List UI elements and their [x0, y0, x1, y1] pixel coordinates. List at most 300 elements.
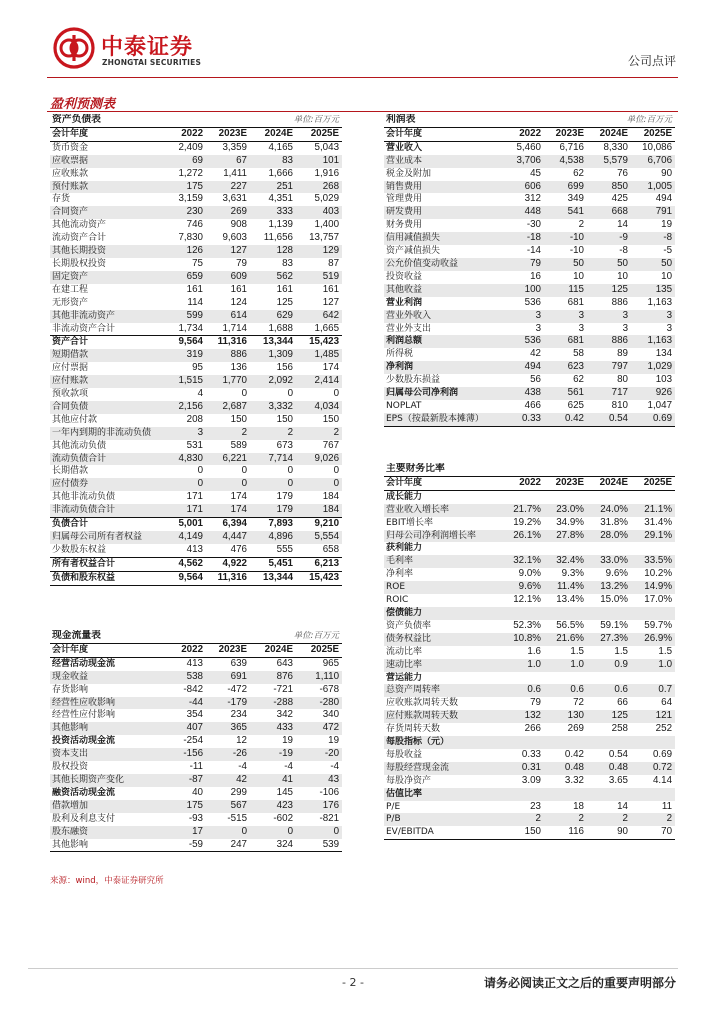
row-value: -93: [188, 812, 204, 824]
row-value: -11: [189, 761, 204, 773]
data-source-note: 来源：wind，中泰证券研究所: [50, 876, 164, 886]
table-row: [384, 219, 675, 232]
row-value: -678: [319, 683, 340, 695]
table-row: [384, 181, 675, 194]
column-header-year: 2024E: [587, 127, 631, 141]
table-title-row: [384, 114, 675, 127]
row-label: 货币资金: [52, 142, 89, 153]
row-value: 1,400: [314, 219, 340, 231]
row-value: 62: [573, 374, 585, 386]
row-label: 应收账款周转天数: [386, 698, 459, 709]
row-label: 一年内到期的非流动负债: [50, 427, 162, 440]
row-value: 3.09: [521, 774, 541, 786]
row-value: 66: [617, 697, 628, 709]
row-value: 555: [276, 543, 294, 555]
row-value: 33.5%: [631, 555, 675, 568]
row-label: 所有者权益合计: [50, 557, 162, 571]
row-value: 438: [501, 387, 544, 400]
row-label: NOPLAT: [386, 400, 422, 411]
row-label: 短期借款: [50, 349, 162, 362]
row-value: 11,316: [206, 336, 250, 349]
row-value: 3,159: [178, 193, 204, 205]
table-row: [50, 206, 342, 219]
row-label: 其他长期资产变化: [50, 774, 162, 787]
row-value: 4,447: [206, 531, 250, 544]
row-value: 16: [530, 270, 542, 282]
row-value: 643: [276, 657, 294, 669]
row-value: [587, 542, 631, 555]
row-value: 926: [631, 387, 675, 400]
row-value: 129: [296, 245, 342, 258]
row-value: 0: [206, 478, 250, 491]
row-value: 0.33: [521, 748, 541, 760]
row-value: 1.5: [658, 645, 673, 657]
row-value: [544, 490, 587, 503]
row-value: 15,423: [296, 336, 342, 349]
row-value: 13.2%: [587, 581, 631, 594]
row-value: 2: [544, 813, 587, 826]
row-value: 26.1%: [501, 530, 544, 543]
row-value: 58: [573, 348, 585, 360]
row-value: -288: [250, 697, 296, 710]
row-value: 699: [544, 181, 587, 194]
row-value: -30: [526, 219, 542, 231]
table-row: [50, 258, 342, 271]
table-row: [384, 697, 675, 710]
table-row: [50, 761, 342, 774]
row-value: 403: [296, 206, 342, 219]
row-value: 171: [186, 491, 204, 503]
row-label: 税金及附加: [386, 168, 432, 179]
column-header-label: 会计年度: [50, 643, 162, 657]
row-value: 9.3%: [561, 568, 584, 580]
row-value: 12: [236, 735, 248, 747]
row-value: 3,706: [501, 155, 544, 168]
row-value: 1,734: [178, 322, 204, 334]
row-label: 负债合计: [50, 518, 162, 531]
row-label: P/B: [384, 813, 501, 826]
row-value: 3: [162, 427, 206, 440]
row-label: 长期借款: [52, 466, 89, 477]
row-value: 45: [530, 167, 542, 179]
table-row: [50, 531, 342, 544]
row-label: 营业外收入: [384, 310, 501, 323]
row-value: 541: [544, 206, 587, 219]
row-value: 797: [587, 361, 631, 374]
table-row: [384, 775, 675, 788]
column-header-year: 2024E: [250, 127, 296, 141]
table-row: [50, 336, 342, 349]
table-row: [384, 232, 675, 245]
row-value: 125: [587, 710, 631, 723]
row-label: 资产合计: [50, 336, 162, 349]
row-value: 132: [501, 710, 544, 723]
table-row: [50, 168, 342, 181]
row-value: 174: [230, 491, 248, 503]
row-value: 13,344: [250, 336, 296, 349]
row-label: 资本支出: [50, 748, 162, 761]
row-label: 信用减值损失: [384, 232, 501, 245]
row-value: 623: [544, 361, 587, 374]
row-value: 6,213: [296, 557, 342, 571]
row-label: 每股净资产: [386, 775, 432, 786]
row-value: -10: [569, 245, 585, 257]
table-row: [384, 788, 675, 801]
row-label: 其他流动负债: [52, 440, 107, 451]
row-value: [631, 736, 675, 749]
row-value: 150: [276, 413, 294, 425]
row-value: 908: [230, 219, 248, 231]
row-value: 0: [287, 388, 294, 400]
table-header-row: [50, 127, 342, 141]
row-value: -179: [206, 697, 250, 710]
row-value: 31.8%: [600, 516, 628, 528]
table-title: 现金流量表: [52, 630, 101, 641]
row-value: 0.48: [544, 762, 587, 775]
row-value: 134: [655, 348, 673, 360]
row-label: 毛利率: [384, 555, 501, 568]
row-value: 124: [230, 296, 248, 308]
row-value: 7,893: [250, 518, 296, 531]
table-row: [384, 542, 675, 555]
row-value: 810: [611, 399, 629, 411]
row-value: -9: [587, 232, 631, 245]
row-value: 174: [206, 504, 250, 517]
row-label: 归属母公司净利润: [384, 387, 501, 400]
table-row: [384, 530, 675, 543]
row-value: -254: [183, 735, 204, 747]
row-value: 3: [578, 322, 585, 334]
row-value: 1,110: [296, 671, 342, 684]
row-label: 流动比率: [386, 646, 423, 657]
table-row: [50, 181, 342, 194]
row-value: 9,210: [296, 518, 342, 531]
row-value: 2,156: [162, 401, 206, 414]
row-value: 333: [250, 206, 296, 219]
row-value: 2: [578, 219, 585, 231]
row-label: EBIT增长率: [386, 517, 434, 528]
row-value: 90: [587, 826, 631, 839]
row-value: 3: [587, 310, 631, 323]
row-value: 4.14: [652, 774, 673, 786]
row-value: 10: [617, 270, 629, 282]
table-row: [384, 659, 675, 672]
row-value: 340: [322, 709, 340, 721]
row-value: 0: [296, 826, 342, 839]
row-value: 10.8%: [501, 633, 544, 646]
row-label: 其他流动资产: [52, 220, 107, 231]
row-value: 10,086: [642, 141, 673, 153]
row-value: -59: [162, 839, 206, 852]
row-value: 27.8%: [544, 530, 587, 543]
financial-ratios-table: [384, 463, 675, 840]
row-value: -472: [227, 683, 248, 695]
row-value: 11,316: [206, 571, 250, 585]
row-label: 流动负债合计: [50, 453, 162, 466]
row-value: 567: [206, 800, 250, 813]
table-row: [50, 557, 342, 571]
row-label: 营业收入增长率: [384, 504, 501, 517]
row-value: 41: [250, 774, 296, 787]
row-value: 425: [611, 193, 629, 205]
row-value: 6,221: [206, 453, 250, 466]
row-label: 所得税: [386, 349, 414, 360]
column-header-year: 2023E: [544, 127, 587, 141]
logo-english-name: ZHONGTAI SECURITIES: [102, 58, 202, 67]
row-value: -44: [162, 697, 206, 710]
row-value: 642: [296, 310, 342, 323]
row-label: 固定资产: [50, 271, 162, 284]
row-label: 在建工程: [52, 284, 89, 295]
row-value: -26: [206, 748, 250, 761]
row-label: 财务费用: [386, 220, 423, 231]
row-value: 1,411: [223, 167, 248, 179]
row-value: 0.69: [652, 748, 673, 760]
row-value: 227: [206, 181, 250, 194]
row-value: 50: [631, 258, 675, 271]
row-label: 借款增加: [50, 800, 162, 813]
row-label: 其他非流动资产: [50, 310, 162, 323]
row-value: 365: [206, 722, 250, 735]
row-label: 资产减值损失: [386, 246, 441, 257]
table-row: [384, 413, 675, 426]
row-value: 12.1%: [513, 594, 541, 606]
row-label: 长期股权投资: [52, 258, 107, 269]
row-value: 34.9%: [556, 516, 584, 528]
document-type: 公司点评: [627, 54, 676, 68]
column-header-year: 2025E: [296, 127, 342, 141]
row-value: 128: [250, 245, 296, 258]
row-label: 债务权益比: [384, 633, 501, 646]
row-value: 561: [544, 387, 587, 400]
table-unit: 单位:百万元: [293, 631, 340, 641]
row-value: 3.32: [564, 774, 584, 786]
row-value: 1,485: [296, 349, 342, 362]
row-value: 1.0: [501, 659, 544, 672]
section-divider: [47, 111, 678, 112]
row-value: 11: [661, 800, 673, 812]
row-value: 2: [250, 427, 296, 440]
row-label: 应收账款: [52, 168, 89, 179]
row-value: 31.4%: [644, 516, 673, 528]
table-row: [50, 735, 342, 748]
table-row: [50, 826, 342, 839]
row-value: 2: [206, 427, 250, 440]
row-value: 251: [250, 181, 296, 194]
row-value: 0: [333, 388, 340, 400]
row-value: 33.0%: [587, 555, 631, 568]
row-label: 净利率: [386, 569, 414, 580]
row-value: 42: [206, 774, 250, 787]
table-row: [50, 232, 342, 245]
row-label: 股权投资: [52, 762, 89, 773]
row-value: 1,309: [250, 349, 296, 362]
row-value: 13,757: [309, 232, 340, 244]
table-row: [50, 310, 342, 323]
row-value: 312: [524, 193, 542, 205]
row-value: 538: [162, 671, 206, 684]
row-value: 9.0%: [518, 568, 541, 580]
table-row: [50, 284, 342, 297]
row-value: 80: [617, 374, 629, 386]
row-value: 9.6%: [605, 568, 628, 580]
row-label: 利润总额: [384, 335, 501, 348]
row-value: 52.3%: [513, 619, 541, 631]
row-value: 589: [230, 439, 248, 451]
row-value: 64: [661, 697, 673, 709]
row-value: 9,564: [162, 336, 206, 349]
table-row: [384, 400, 675, 413]
row-value: 127: [322, 296, 340, 308]
logo-chinese-name: 中泰证券: [101, 35, 194, 60]
row-label: 其他非流动负债: [52, 492, 116, 503]
row-value: 21.1%: [631, 504, 675, 517]
row-value: [544, 788, 587, 801]
row-label: 应付账款周转天数: [384, 710, 501, 723]
table-row: [384, 801, 675, 814]
table-row: [50, 800, 342, 813]
row-value: 0: [333, 465, 340, 477]
row-value: 4,034: [296, 401, 342, 414]
table-row: [50, 440, 342, 453]
row-value: 126: [162, 245, 206, 258]
row-value: 79: [236, 257, 248, 269]
row-value: 3: [544, 310, 587, 323]
row-value: -19: [250, 748, 296, 761]
table-row: [384, 555, 675, 568]
row-value: 150: [501, 826, 544, 839]
row-value: 14: [617, 219, 629, 231]
row-value: 349: [567, 193, 585, 205]
row-value: [501, 607, 544, 620]
row-value: 5,029: [314, 193, 340, 205]
row-value: 24.0%: [587, 504, 631, 517]
row-value: 59.7%: [644, 619, 673, 631]
table-title: 主要财务比率: [386, 463, 445, 474]
row-value: [587, 736, 631, 749]
row-value: 101: [296, 155, 342, 168]
row-value: 268: [296, 181, 342, 194]
table-row: [384, 374, 675, 387]
row-value: 1.6: [527, 645, 541, 657]
row-value: 466: [524, 399, 542, 411]
table-row: [384, 594, 675, 607]
income-statement-table: [384, 114, 675, 427]
row-label: 归属母公司所有者权益: [50, 531, 162, 544]
row-value: 59.1%: [600, 619, 628, 631]
row-value: 681: [544, 335, 587, 348]
table-row: [384, 633, 675, 646]
row-value: 2,092: [250, 375, 296, 388]
table-row: [50, 748, 342, 761]
page-number: - 2 -: [342, 976, 364, 989]
row-value: 156: [276, 362, 294, 374]
row-value: 252: [655, 723, 673, 735]
header-divider: [47, 77, 678, 78]
row-value: 179: [250, 504, 296, 517]
row-value: 9.6%: [501, 581, 544, 594]
row-value: -4: [330, 761, 340, 773]
row-value: 0: [197, 465, 204, 477]
row-value: 83: [250, 155, 296, 168]
row-value: -87: [162, 774, 206, 787]
row-value: -106: [319, 786, 340, 798]
row-value: 3.65: [608, 774, 628, 786]
row-label: 营运能力: [386, 672, 423, 683]
row-value: 136: [230, 362, 248, 374]
row-value: 266: [524, 723, 541, 735]
row-value: 13,344: [250, 571, 296, 585]
row-value: 746: [186, 219, 204, 231]
table-row: [384, 271, 675, 284]
row-value: 472: [296, 722, 342, 735]
table-row: [50, 323, 342, 336]
column-header-year: 2022: [501, 476, 544, 490]
row-label: 股利及利息支付: [52, 813, 116, 824]
row-value: 79: [501, 258, 544, 271]
row-value: [587, 672, 631, 685]
row-value: 2: [631, 813, 675, 826]
row-value: 21.7%: [501, 504, 544, 517]
row-value: 536: [501, 335, 544, 348]
row-value: 3,359: [222, 141, 248, 153]
row-value: 247: [206, 839, 250, 852]
row-value: 0.6: [587, 684, 631, 697]
row-value: [501, 788, 544, 801]
row-value: 0.6: [501, 684, 544, 697]
row-value: 0: [296, 478, 342, 491]
row-label: 公允价值变动收益: [384, 258, 501, 271]
row-value: 150: [322, 413, 340, 425]
row-value: 681: [567, 296, 585, 308]
row-value: 234: [230, 709, 248, 721]
row-value: 0.42: [564, 748, 584, 760]
row-value: 56: [530, 374, 542, 386]
row-label: 应付账款: [50, 375, 162, 388]
row-value: 4,165: [268, 141, 294, 153]
table-row: [50, 427, 342, 440]
row-value: 175: [162, 800, 206, 813]
row-value: 161: [186, 283, 204, 295]
table-title-row: [384, 463, 675, 476]
row-value: 413: [186, 543, 204, 555]
row-value: 19: [328, 735, 340, 747]
row-value: 208: [186, 413, 204, 425]
row-value: 562: [250, 271, 296, 284]
row-value: 3: [666, 322, 673, 334]
row-label: 现金收益: [50, 671, 162, 684]
table-row: [384, 193, 675, 206]
row-value: [544, 542, 587, 555]
row-label: 应付债券: [50, 478, 162, 491]
row-value: 6,706: [631, 155, 675, 168]
table-row: [50, 478, 342, 491]
row-value: 876: [250, 671, 296, 684]
row-value: 62: [573, 167, 585, 179]
row-value: 7,714: [250, 453, 296, 466]
row-value: 19.2%: [513, 516, 541, 528]
table-row: [384, 361, 675, 374]
row-value: -4: [238, 761, 248, 773]
row-value: -8: [631, 232, 675, 245]
table-row: [384, 206, 675, 219]
row-value: 43: [296, 774, 342, 787]
row-label: ROE: [384, 581, 501, 594]
row-value: 519: [296, 271, 342, 284]
row-value: 76: [617, 167, 629, 179]
row-value: 4,149: [162, 531, 206, 544]
row-value: [587, 490, 631, 503]
